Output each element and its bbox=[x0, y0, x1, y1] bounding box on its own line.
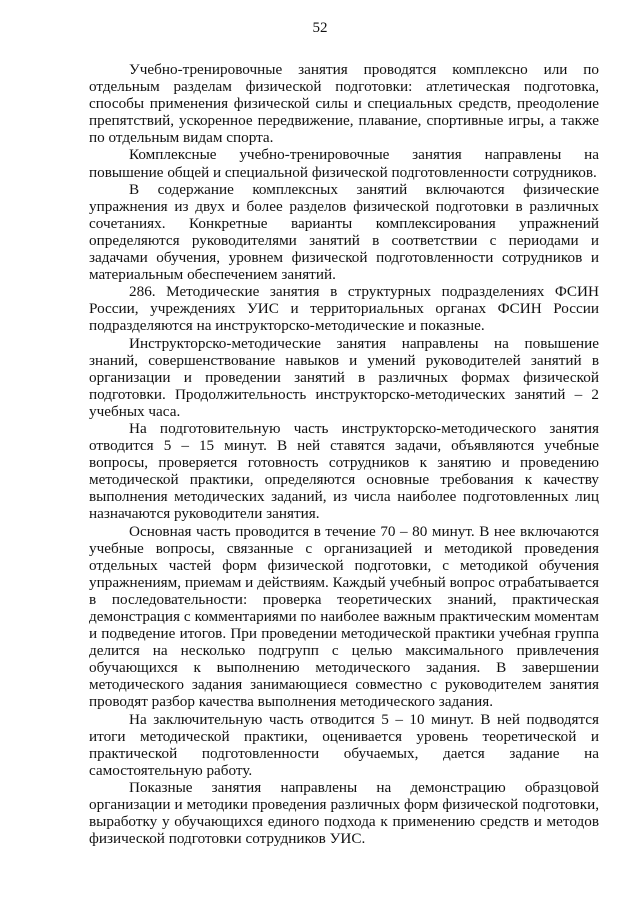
paragraph-demonstration-sessions: Показные занятия направлены на демонстрацию образцовой организации и методики проведения различных форм физической подготовки, выработку у обучающихся единого подхода к применению средств и методов физической подготовки сотрудников УИС. bbox=[89, 778, 599, 848]
paragraph-complex-content: В содержание комплексных занятий включаются физические упражнения из двух и более разделов физической подготовки в различных сочетаниях. Конкретные варианты комплексирования упражнений определяются руководителями занятий в соответствии с периодами и задачами обучения, уровнем физической подготовленности сотрудников и материальным обеспечением занятий. bbox=[89, 180, 599, 284]
paragraph-final-part: На заключительную часть отводится 5 – 10 минут. В ней подводятся итоги методической практики, оценивается уровень теоретической и практической подготовленности обучаемых, дается задание на самостоятельную работу. bbox=[89, 710, 599, 779]
paragraph-complex-sessions: Комплексные учебно-тренировочные занятия направлены на повышение общей и специальной физической подготовленности сотрудников. bbox=[89, 146, 599, 181]
document-body bbox=[89, 61, 599, 847]
paragraph-preparatory-part: На подготовительную часть инструкторско-методического занятия отводится 5 – 15 минут. В ней ставятся задачи, объявляются учебные вопросы, проверяется готовность сотрудников к занятию и проведению методической практики, определяются основные требования к качеству выполнения методических заданий, из числа наиболее подготовленных лиц назначаются руководители занятия. bbox=[89, 419, 599, 523]
paragraph-286-methodical-sessions: 286. Методические занятия в структурных подразделениях ФСИН России, учреждениях УИС и территориальных органах ФСИН России подразделяются на инструкторско-методические и показные. bbox=[89, 283, 599, 335]
paragraph-main-part: Основная часть проводится в течение 70 – 80 минут. В нее включаются учебные вопросы, связанные с организацией и методикой проведения отдельных частей форм физической подготовки, с методикой обучения упражнениям, приемам и действиям. Каждый учебный вопрос отрабатывается в последовательности: проверка теоретических знаний, практическая демонстрация с комментариями по наиболее важным практическим моментам и подведение итогов. При проведении методической практики учебная группа делится на несколько подгрупп с целью максимального привлечения обучающихся к выполнению методического задания. В завершении методического задания занимающиеся совместно с руководителем занятия проводят разбор качества выполнения методического задания. bbox=[89, 522, 599, 711]
paragraph-instructor-sessions: Инструкторско-методические занятия направлены на повышение знаний, совершенствование навыков и умений руководителей занятий в организации и проведении занятий в различных формах физической подготовки. Продолжительность инструкторско-методических занятий – 2 учебных часа. bbox=[89, 334, 599, 420]
paragraph-training-sessions: Учебно-тренировочные занятия проводятся комплексно или по отдельным разделам физической подготовки: атлетическая подготовка, способы применения физической силы и специальных средств, преодоление препятствий, ускоренное передвижение, плавание, спортивные игры, а также по отдельным видам спорта. bbox=[89, 61, 599, 147]
page-number: 52 bbox=[312, 20, 328, 36]
